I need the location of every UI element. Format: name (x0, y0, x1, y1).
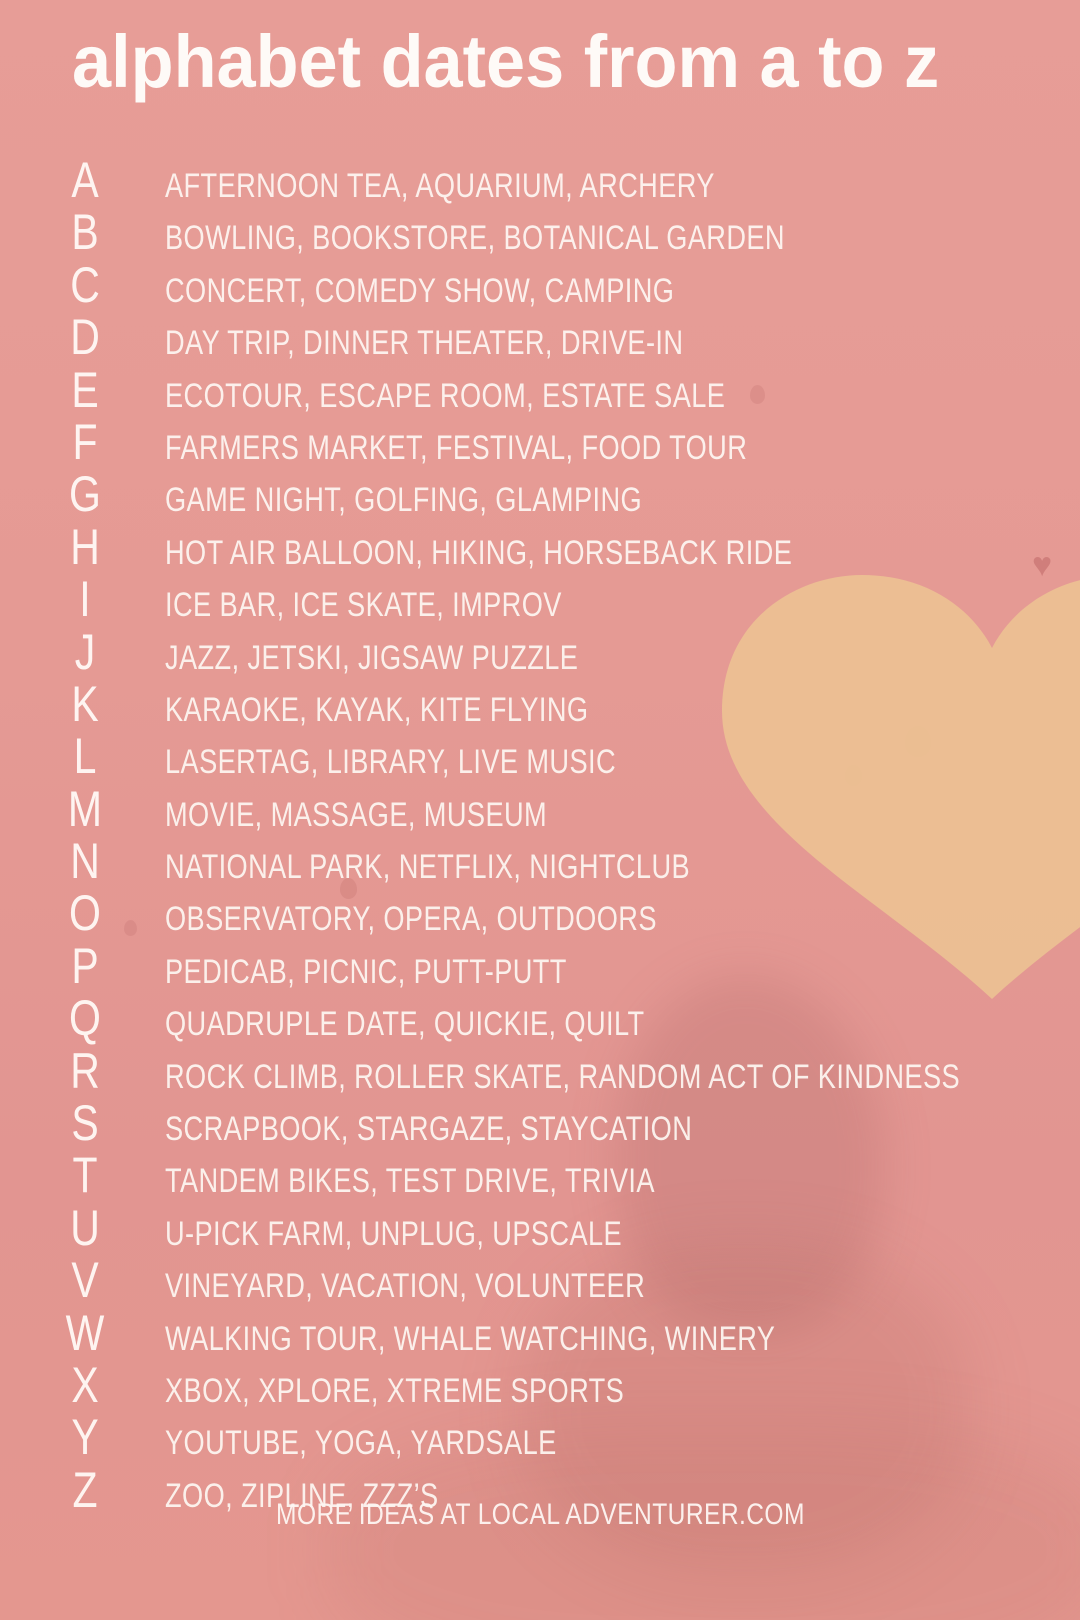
letter-label: X (71, 1356, 99, 1413)
activities-text: ROCK CLIMB, ROLLER SKATE, RANDOM ACT OF KINDNESS (165, 1057, 961, 1096)
tiny-heart-balloon-icon: ♥ (1032, 546, 1053, 584)
activities-text: HOT AIR BALLOON, HIKING, HORSEBACK RIDE (165, 533, 793, 572)
date-row (0, 1147, 1080, 1204)
letter-label: J (74, 623, 96, 680)
letter-label: M (67, 780, 103, 837)
letter-label: L (73, 728, 97, 785)
date-row (0, 728, 1080, 785)
activities-text: FARMERS MARKET, FESTIVAL, FOOD TOUR (165, 428, 748, 467)
date-row (0, 466, 1080, 523)
letter-label: V (71, 1252, 99, 1309)
activities-text: ECOTOUR, ESCAPE ROOM, ESTATE SALE (165, 376, 726, 415)
letter-label: U (70, 1199, 100, 1256)
date-row (0, 937, 1080, 994)
date-row (0, 1199, 1080, 1256)
activities-text: MOVIE, MASSAGE, MUSEUM (165, 795, 548, 834)
activities-text: BOWLING, BOOKSTORE, BOTANICAL GARDEN (165, 219, 785, 258)
date-row (0, 675, 1080, 732)
letter-label: Z (72, 1461, 98, 1518)
date-row (0, 204, 1080, 261)
letter-label: F (72, 413, 98, 470)
date-row (0, 571, 1080, 628)
letter-label: H (70, 518, 100, 575)
activities-text: U-PICK FARM, UNPLUG, UPSCALE (165, 1214, 623, 1253)
activities-text: DAY TRIP, DINNER THEATER, DRIVE-IN (165, 324, 684, 363)
alphabet-list (0, 154, 1080, 1516)
letter-label: C (70, 256, 100, 313)
activities-text: AFTERNOON TEA, AQUARIUM, ARCHERY (165, 167, 715, 205)
date-row (0, 1409, 1080, 1466)
date-row (0, 361, 1080, 418)
letter-label: I (79, 571, 91, 628)
activities-text: CONCERT, COMEDY SHOW, CAMPING (165, 271, 675, 310)
activities-text: YOUTUBE, YOGA, YARDSALE (165, 1424, 557, 1463)
date-row (0, 780, 1080, 837)
letter-label: B (71, 204, 99, 261)
date-row (0, 1042, 1080, 1099)
activities-text: QUADRUPLE DATE, QUICKIE, QUILT (165, 1005, 645, 1044)
date-row (0, 833, 1080, 890)
letter-label: T (72, 1147, 98, 1204)
date-row (0, 623, 1080, 680)
activities-text: NATIONAL PARK, NETFLIX, NIGHTCLUB (165, 848, 691, 887)
activities-text: TANDEM BIKES, TEST DRIVE, TRIVIA (165, 1162, 655, 1201)
date-row (0, 154, 1080, 206)
activities-text: KARAOKE, KAYAK, KITE FLYING (165, 690, 589, 729)
letter-label: E (71, 361, 99, 418)
letter-label: W (65, 1304, 105, 1361)
letter-label: A (71, 152, 99, 208)
date-row (0, 1356, 1080, 1413)
date-row (0, 990, 1080, 1047)
letter-label: N (70, 833, 100, 890)
activities-text: WALKING TOUR, WHALE WATCHING, WINERY (165, 1319, 776, 1358)
date-row (0, 256, 1080, 313)
letter-label: G (69, 466, 101, 523)
footer (0, 1497, 1080, 1533)
activities-text: JAZZ, JETSKI, JIGSAW PUZZLE (165, 638, 579, 677)
letter-label: O (69, 885, 101, 942)
activities-text: SCRAPBOOK, STARGAZE, STAYCATION (165, 1110, 693, 1149)
activities-text: LASERTAG, LIBRARY, LIVE MUSIC (165, 743, 616, 782)
date-row (0, 413, 1080, 470)
letter-label: R (70, 1042, 100, 1099)
date-row (0, 518, 1080, 575)
letter-label: P (71, 937, 99, 994)
letter-label: S (71, 1095, 99, 1152)
letter-label: D (70, 309, 100, 366)
date-row (0, 885, 1080, 942)
activities-text: ICE BAR, ICE SKATE, IMPROV (165, 586, 562, 625)
activities-text: XBOX, XPLORE, XTREME SPORTS (165, 1371, 625, 1410)
letter-label: K (71, 675, 99, 732)
page-title: alphabet dates from a to z (72, 20, 940, 103)
date-row (0, 309, 1080, 366)
activities-text: GAME NIGHT, GOLFING, GLAMPING (165, 481, 643, 520)
letter-label: Y (71, 1409, 99, 1466)
date-row (0, 1095, 1080, 1152)
activities-text: PEDICAB, PICNIC, PUTT-PUTT (165, 952, 567, 991)
activities-text: OBSERVATORY, OPERA, OUTDOORS (165, 900, 657, 939)
letter-label: Q (69, 990, 101, 1047)
footer-text: MORE IDEAS AT LOCAL ADVENTURER.COM (275, 1498, 805, 1531)
date-row (0, 1304, 1080, 1361)
activities-text: ZOO, ZIPLINE, ZZZ’S (165, 1476, 439, 1515)
activities-text: VINEYARD, VACATION, VOLUNTEER (165, 1267, 646, 1306)
date-row (0, 1252, 1080, 1309)
